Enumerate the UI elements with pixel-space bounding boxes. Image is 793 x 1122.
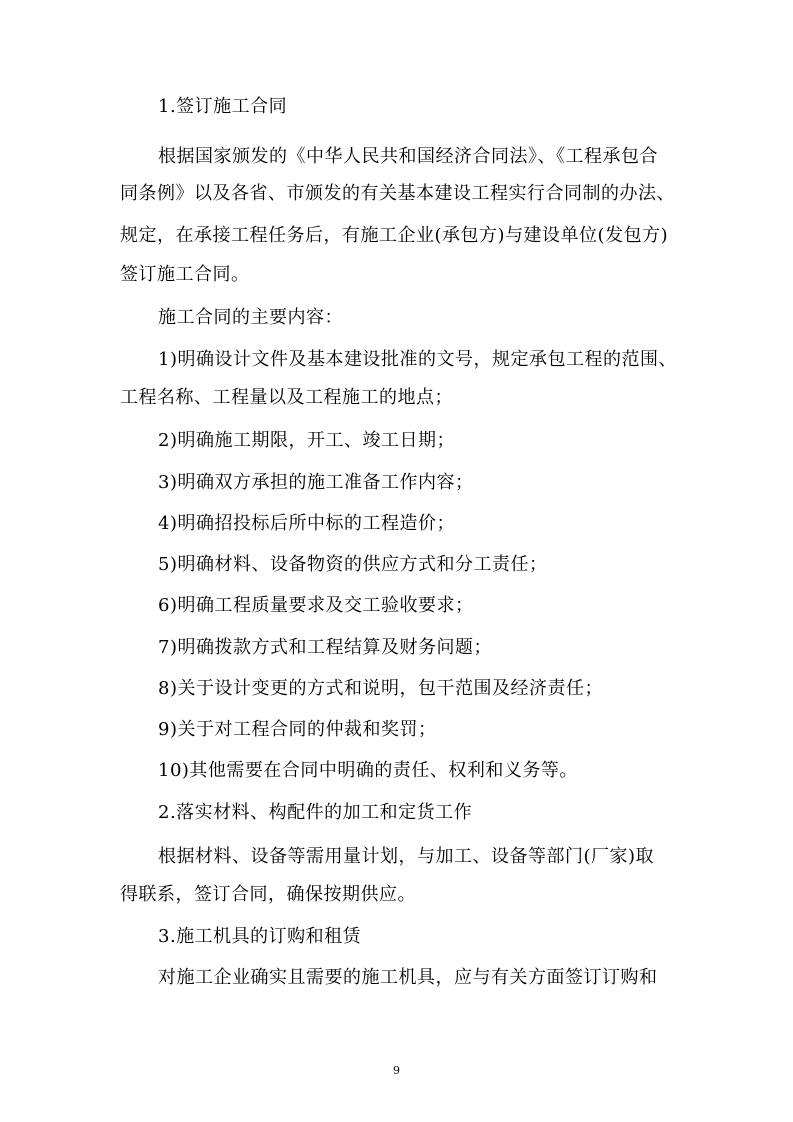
paragraph-line: 对施工企业确实且需要的施工机具，应与有关方面签订订购和 — [158, 967, 658, 988]
list-item: 1)明确设计文件及基本建设批准的文号，规定承包工程的范围、 — [158, 349, 677, 370]
section-heading-1: 1.签订施工合同 — [158, 96, 288, 117]
paragraph-line: 同条例》以及各省、市颁发的有关基本建设工程实行合同制的办法、 — [120, 183, 675, 204]
list-item: 3)明确双方承担的施工准备工作内容； — [158, 472, 474, 493]
list-item: 10)其他需要在合同中明确的责任、权利和义务等。 — [158, 760, 578, 781]
section-heading-2: 2.落实材料、构配件的加工和定货工作 — [158, 802, 473, 823]
section-heading-3: 3.施工机具的订购和租赁 — [158, 926, 362, 947]
paragraph-line: 签订施工合同。 — [120, 264, 250, 285]
paragraph-line: 施工合同的主要内容： — [158, 307, 343, 328]
paragraph-line: 规定，在承接工程任务后，有施工企业(承包方)与建设单位(发包方) — [120, 225, 669, 246]
paragraph-line: 根据材料、设备等需用量计划，与加工、设备等部门(厂家)取 — [158, 846, 655, 867]
list-item: 8)关于设计变更的方式和说明，包干范围及经济责任； — [158, 678, 603, 699]
paragraph-line: 得联系，签订合同，确保按期供应。 — [120, 884, 416, 905]
list-item: 9)关于对工程合同的仲裁和奖罚； — [158, 719, 437, 740]
list-item: 2)明确施工期限，开工、竣工日期； — [158, 430, 455, 451]
paragraph-line: 根据国家颁发的《中华人民共和国经济合同法》、《工程承包合 — [158, 146, 658, 167]
page-number: 9 — [393, 1064, 400, 1077]
list-item: 6)明确工程质量要求及交工验收要求； — [158, 595, 474, 616]
list-item: 7)明确拨款方式和工程结算及财务问题； — [158, 637, 492, 658]
list-item: 5)明确材料、设备物资的供应方式和分工责任； — [158, 554, 548, 575]
list-item-continuation: 工程名称、工程量以及工程施工的地点； — [120, 387, 453, 408]
list-item: 4)明确招投标后所中标的工程造价； — [158, 513, 455, 534]
